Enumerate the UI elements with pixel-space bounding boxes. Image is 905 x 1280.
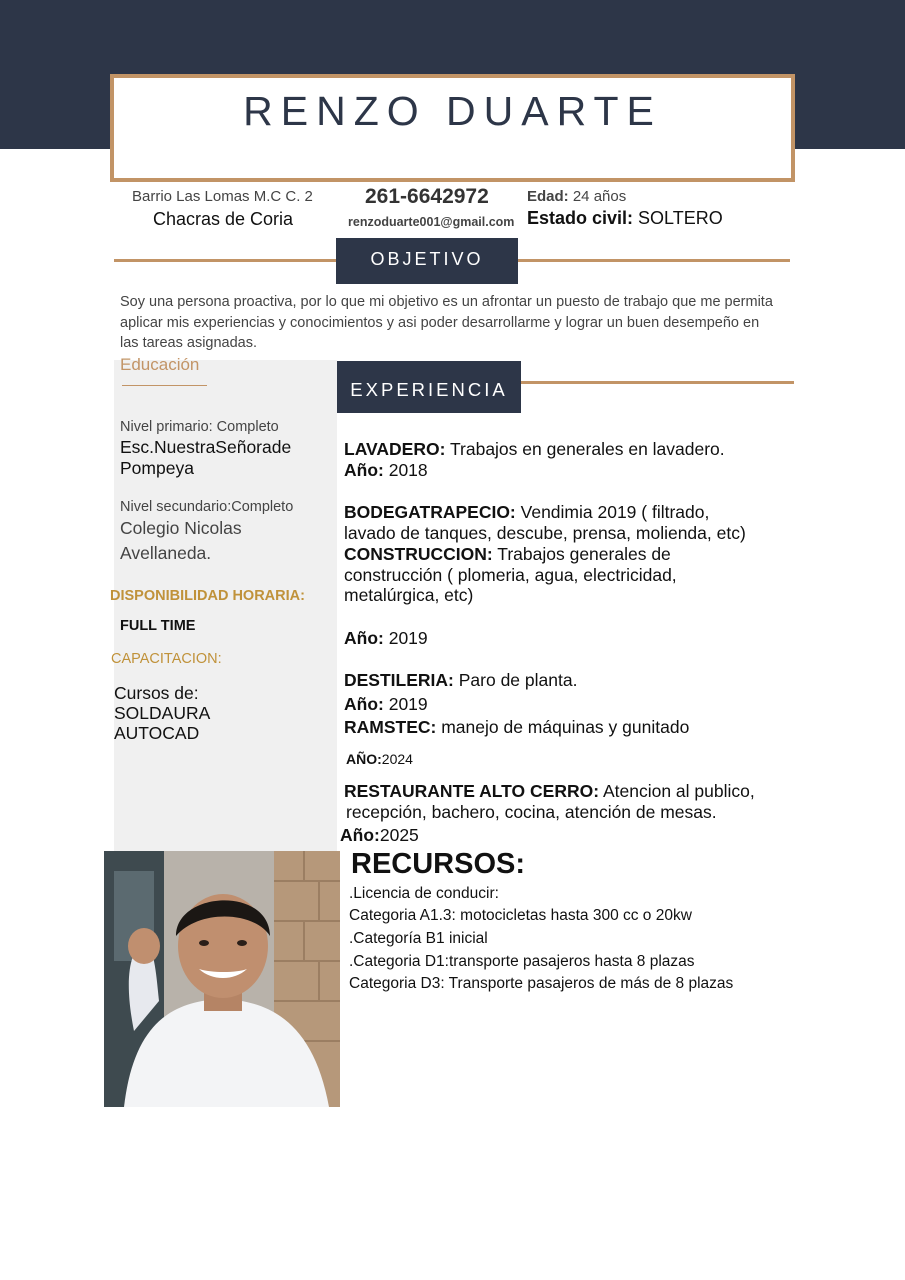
exp-construccion: CONSTRUCCION: Trabajos generales de [344, 544, 671, 564]
exp-restaurante-year: Año:2025 [340, 825, 419, 845]
exp-lavadero: LAVADERO: Trabajos en generales en lavadero. [344, 439, 725, 459]
primary-school-line-2: Pompeya [120, 458, 194, 478]
training-line-1: Cursos de: [114, 683, 199, 703]
exp-ramstec-year: AÑO:2024 [346, 751, 413, 767]
secondary-school-line-2: Avellaneda. [120, 543, 212, 563]
objective-heading: OBJETIVO [336, 238, 518, 284]
experience-heading: EXPERIENCIA [337, 361, 521, 413]
resource-item: .Categoría B1 inicial [349, 930, 488, 947]
primary-level: Nivel primario: Completo [120, 419, 279, 435]
training-heading: CAPACITACION: [111, 651, 222, 667]
secondary-school-line-1: Colegio Nicolas [120, 518, 242, 538]
address-line-2: Chacras de Coria [153, 209, 294, 229]
resource-item: Categoria D3: Transporte pasajeros de más de 8 plazas [349, 975, 734, 992]
exp-restaurante: RESTAURANTE ALTO CERRO: Atencion al publico, [344, 781, 755, 801]
resource-item: .Licencia de conducir: [349, 885, 499, 902]
exp-bodega-line-2: lavado de tanques, descube, prensa, molienda, etc) [344, 523, 746, 543]
civil-status-value: SOLTERO [633, 208, 723, 228]
age-value: 24 años [568, 188, 627, 205]
objective-rule-left [114, 259, 336, 262]
resource-item: .Categoria D1:transporte pasajeros hasta 8 plazas [349, 953, 695, 970]
address-line-1: Barrio Las Lomas M.C C. 2 [132, 188, 313, 205]
exp-lavadero-year: Año: 2018 [344, 460, 428, 480]
objective-rule-right [518, 259, 790, 262]
availability-heading: DISPONIBILIDAD HORARIA: [110, 588, 305, 604]
education-underline [122, 385, 207, 386]
civil-status-label: Estado civil: [527, 208, 634, 228]
age-label: Edad: [527, 188, 569, 205]
exp-destileria: DESTILERIA: Paro de planta. [344, 670, 578, 690]
primary-school-line-1: Esc.NuestraSeñorade [120, 437, 292, 457]
exp-construccion-line-2: construcción ( plomeria, agua, electricidad, [344, 565, 677, 585]
profile-photo-illustration [104, 851, 340, 1107]
exp-ramstec: RAMSTEC: manejo de máquinas y gunitado [344, 717, 690, 737]
name-box [110, 74, 795, 182]
availability-value: FULL TIME [120, 618, 196, 634]
email-address: renzoduarte001@gmail.com [348, 215, 515, 229]
resources-heading: RECURSOS: [351, 848, 526, 880]
profile-photo [104, 851, 340, 1107]
experience-rule [521, 381, 794, 384]
secondary-level: Nivel secundario:Completo [120, 499, 294, 515]
exp-bodega: BODEGATRAPECIO: Vendimia 2019 ( filtrado, [344, 502, 710, 522]
resource-item: Categoria A1.3: motocicletas hasta 300 cc o 20kw [349, 907, 692, 924]
objective-text: Soy una persona proactiva, por lo que mi objetivo es un afrontar un puesto de trabajo que me permita aplicar mis experiencias y conocimientos y asi poder desarrollarme y lograr un buen desempeño en las tareas asignadas. [120, 294, 773, 351]
exp-restaurante-line-2: recepción, bachero, cocina, atención de mesas. [346, 802, 717, 822]
exp-construccion-year: Año: 2019 [344, 628, 428, 648]
phone-number: 261-6642972 [365, 185, 489, 208]
training-line-2: SOLDAURA [114, 703, 211, 723]
training-line-3: AUTOCAD [114, 723, 200, 743]
civil-status-row [527, 208, 723, 229]
exp-construccion-line-3: metalúrgica, etc) [344, 585, 474, 605]
education-heading: Educación [120, 355, 200, 374]
candidate-name: RENZO DUARTE [243, 88, 662, 134]
exp-destileria-year: Año: 2019 [344, 694, 428, 714]
age-row [527, 188, 626, 205]
